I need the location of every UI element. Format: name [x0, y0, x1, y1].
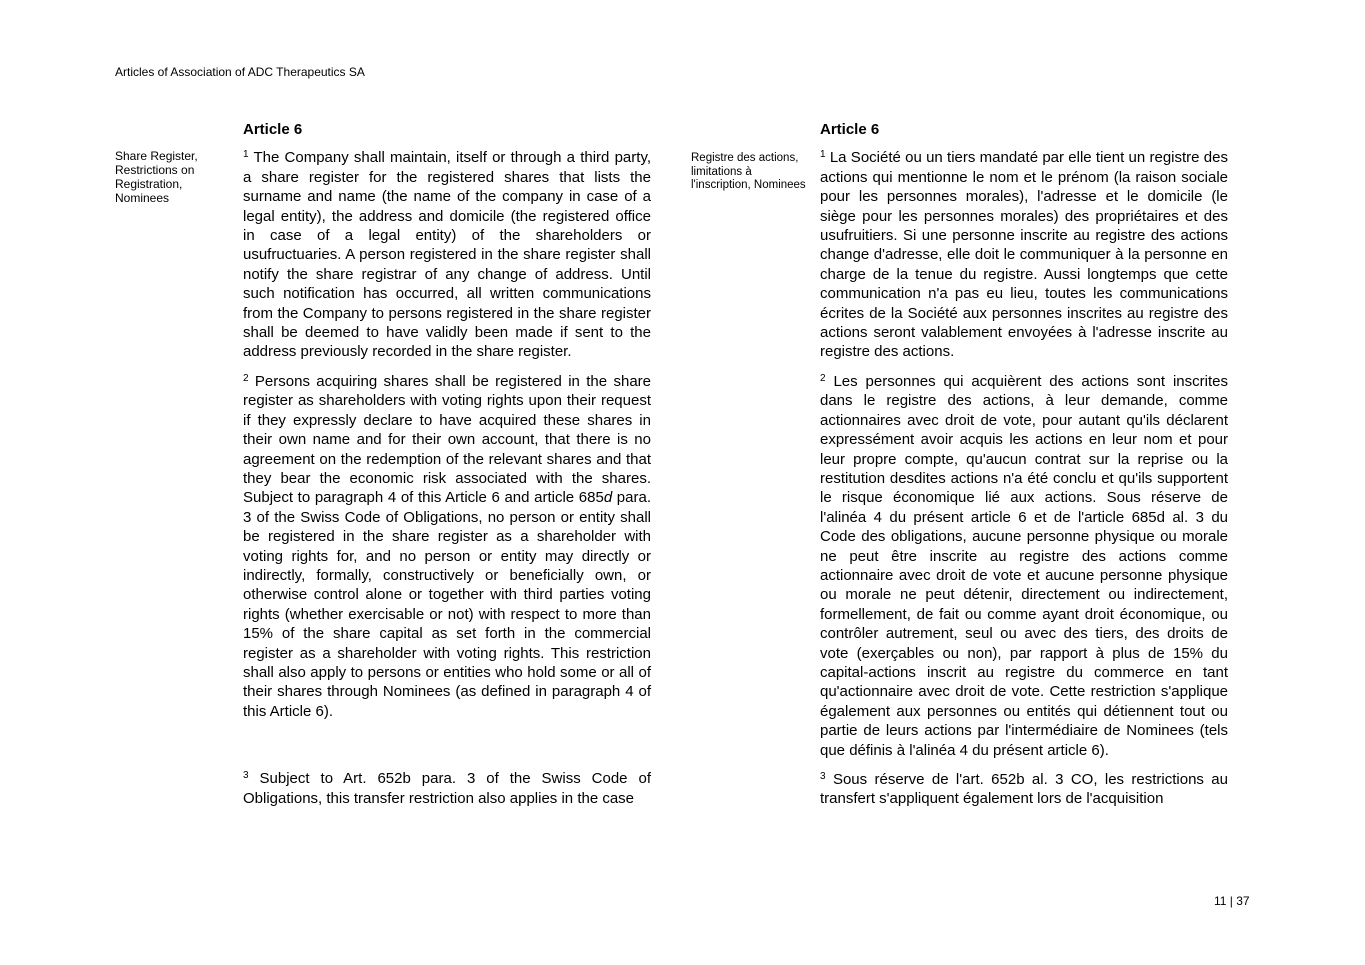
- paragraph-number: 1: [820, 149, 826, 161]
- paragraph-number: 1: [243, 149, 249, 161]
- english-column: [243, 120, 651, 818]
- paragraph-fr-2: [820, 372, 1228, 760]
- margin-note-fr: Registre des actions, limitations à l'inscription, Nominees: [691, 152, 806, 191]
- article-title-fr: Article 6: [820, 121, 880, 138]
- paragraph-text: La Société ou un tiers mandaté par elle tient un registre des actions qui mentionne le nom et le prénom (la raison sociale pour les personnes morales), l'adresse et le domicile (le siège pour les personnes morales) des propriétaires et des usufruitiers. Si une personne inscrite au registre des actions change d'adresse, elle doit le communiquer à la personne en charge de la tenue du registre. Aussi longtemps que cette communication n'a pas eu lieu, toutes les communications écrites de la Société aux personnes inscrites au registre des actions seront valablement envoyées à l'adresse inscrite au registre des actions.: [820, 149, 1228, 361]
- paragraph-text-continued: para. 3 of the Swiss Code of Obligations, no person or entity shall be registered in the share register as a shareholder with voting rights for, and no person or entity may directly or indirectly, formally, constructively or beneficially own, or otherwise control alone or together with third parties voting rights (whether exercisable or not) with respect to more than 15% of the share capital as set forth in the commercial register as a shareholder with voting rights. This restriction shall also apply to persons or entities who hold some or all of their shares through Nominees (as defined in paragraph 4 of this Article 6).: [243, 489, 651, 720]
- paragraph-text: Subject to Art. 652b para. 3 of the Swiss Code of Obligations, this transfer restriction also applies in the case: [243, 770, 651, 807]
- paragraph-en-1: [243, 148, 651, 361]
- article-title-en: Article 6: [243, 121, 303, 138]
- paragraph-fr-3: [820, 770, 1228, 809]
- italic-letter: d: [603, 489, 613, 507]
- paragraph-number: 3: [820, 771, 826, 782]
- page-number: 11 | 37: [1214, 894, 1250, 908]
- paragraph-text: Persons acquiring shares shall be registered in the share register as shareholders with voting rights upon their request if they expressly declare to have acquired these shares in their own name and for their own account, that there is no agreement on the redemption of the relevant shares and that they bear the economic risk associated with the shares. Subject to paragraph 4 of this Article 6 and article 685: [243, 372, 651, 507]
- paragraph-en-3: [243, 769, 651, 808]
- running-header: Articles of Association of ADC Therapeutics SA: [115, 65, 365, 79]
- paragraph-fr-1: [820, 148, 1228, 361]
- paragraph-en-2: [243, 372, 651, 721]
- paragraph-number: 2: [820, 372, 826, 384]
- french-column: [820, 120, 1228, 819]
- paragraph-text: The Company shall maintain, itself or through a third party, a share register for the registered shares that lists the surname and name (the name of the company in case of a legal entity), the address and domicile (the registered office in case of a legal entity) of the shareholders or usufructuaries. A person registered in the share register shall notify the share registrar of any change of address. Until such notification has occurred, all written communications from the Company to persons registered in the share register shall be deemed to have validly been made if sent to the address previously recorded in the share register.: [243, 149, 651, 361]
- paragraph-text: Les personnes qui acquièrent des actions sont inscrites dans le registre des actions, à leur demande, comme actionnaires avec droit de vote, pour autant qu'ils déclarent expressément avoir acquis les actions en leur nom et pour leur propre compte, qu'aucun contrat sur la reprise ou la restitution desdites actions n'a été conclu et qu'ils supportent le risque économique lié aux actions. Sous réserve de l'alinéa 4 du présent article 6 et de l'article 685d al. 3 du Code des obligations, aucune personne physique ou morale ne peut être inscrite au registre des actions comme actionnaire avec droit de vote et aucune personne physique ou morale ne peut détenir, directement ou indirectement, formellement, de fait ou comme ayant droit économique, ou contrôler autrement, seul ou avec des tiers, des droits de vote (exerçables ou non), par rapport à plus de 15% du capital-actions inscrit au registre du commerce en tant qu'actionnaire avec droit de vote. Cette restriction s'applique également aux personnes ou entités qui détiennent tout ou partie de leurs actions par l'intermédiaire de Nominees (tels que définis à l'alinéa 4 du présent article 6).: [820, 372, 1228, 759]
- margin-note-en: Share Register, Restrictions on Registration, Nominees: [115, 149, 198, 205]
- paragraph-number: 3: [243, 770, 249, 782]
- paragraph-number: 2: [243, 372, 249, 384]
- paragraph-text: Sous réserve de l'art. 652b al. 3 CO, les restrictions au transfert s'appliquent également lors de l'acquisition: [820, 771, 1228, 808]
